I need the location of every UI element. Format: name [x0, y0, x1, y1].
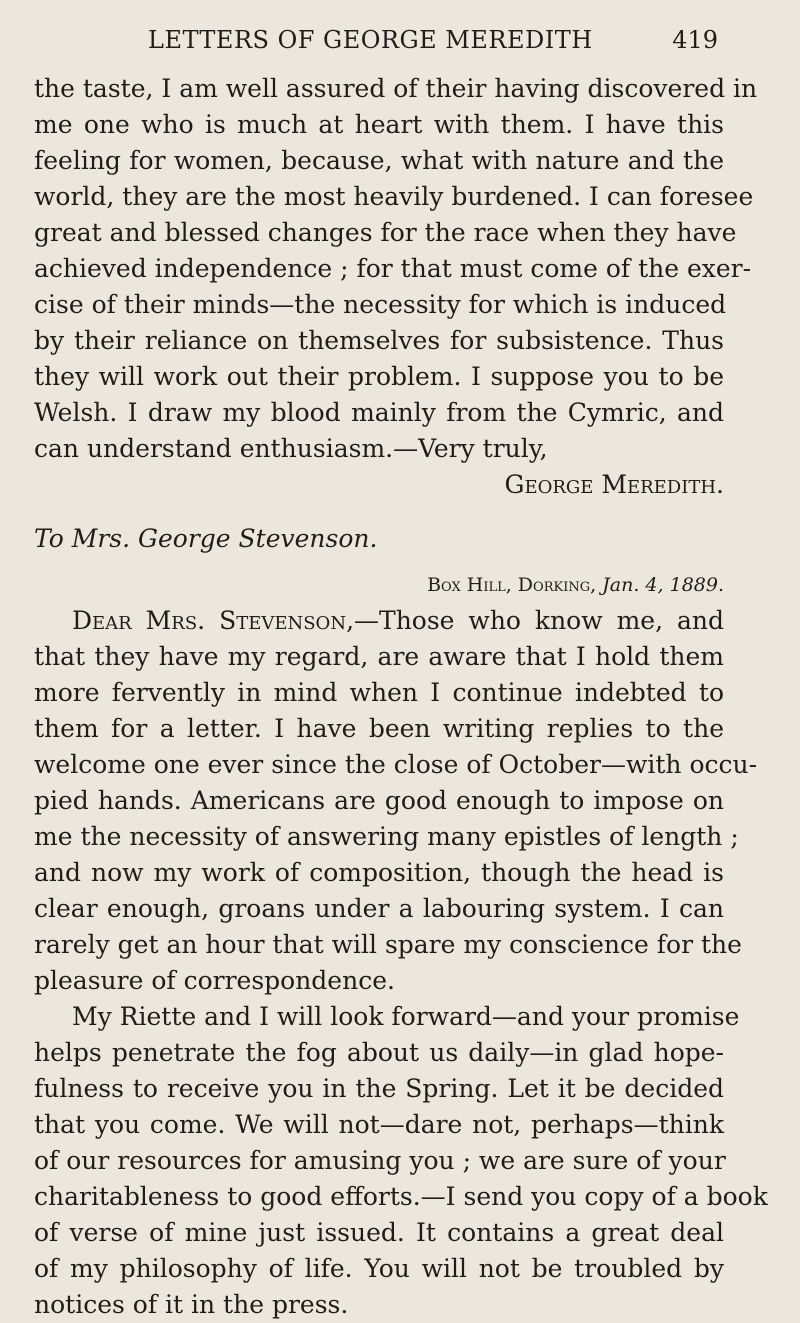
text-line: cise of their minds—the necessity for which is induced	[34, 290, 727, 319]
text-line: that they have my regard, are aware that I hold them	[34, 642, 724, 671]
text-line: notices of it in the press.	[34, 1290, 349, 1319]
text-line: pied hands. Americans are good enough to impose on	[34, 786, 724, 815]
text-line: achieved independence ; for that must come of the exer-	[34, 254, 752, 283]
letter-dateline	[34, 567, 724, 603]
running-title: LETTERS OF GEORGE MEREDITH	[148, 26, 593, 54]
text-line: that you come. We will not—dare not, perhaps—think	[34, 1110, 724, 1139]
text-line: My Riette and I will look forward—and your promise	[72, 1002, 740, 1031]
text-line: helps penetrate the fog about us daily—in glad hope-	[34, 1038, 724, 1067]
text-line: of our resources for amusing you ; we are sure of your	[34, 1146, 726, 1175]
text-line: charitableness to good efforts.—I send you copy of a book	[34, 1182, 768, 1211]
text-line: me the necessity of answering many epistles of length ;	[34, 822, 739, 851]
text-line: by their reliance on themselves for subsistence. Thus	[34, 326, 724, 355]
text-line: feeling for women, because, what with nature and the	[34, 146, 724, 175]
running-header	[148, 26, 718, 66]
text-line: welcome one ever since the close of October—with occu-	[34, 750, 758, 779]
text-line: them for a letter. I have been writing replies to the	[34, 714, 724, 743]
text-line: the taste, I am well assured of their having discovered in	[34, 74, 758, 103]
text-line: rarely get an hour that will spare my conscience for the	[34, 930, 742, 959]
text-line: can understand enthusiasm.—Very truly,	[34, 434, 548, 463]
text-line: pleasure of correspondence.	[34, 966, 395, 995]
text-line: they will work out their problem. I suppose you to be	[34, 362, 724, 391]
text-line: of verse of mine just issued. It contains a great deal	[34, 1218, 724, 1247]
text-line: fulness to receive you in the Spring. Let it be decided	[34, 1074, 724, 1103]
dateline-place: Box Hill, Dorking,	[427, 574, 597, 596]
signature: George Meredith.	[504, 470, 724, 499]
text-line: Welsh. I draw my blood mainly from the Cymric, and	[34, 398, 724, 427]
text-line: clear enough, groans under a labouring system. I can	[34, 894, 724, 923]
dateline-date: Jan. 4, 1889.	[602, 574, 724, 596]
letter-addressee: To Mrs. George Stevenson.	[34, 524, 378, 553]
text-line: me one who is much at heart with them. I have this	[34, 110, 724, 139]
page-number: 419	[672, 26, 718, 54]
text-line: of my philosophy of life. You will not be troubled by	[34, 1254, 724, 1283]
text-line: world, they are the most heavily burdened. I can foresee	[34, 182, 754, 211]
salutation: Dear Mrs. Stevenson,	[72, 606, 355, 635]
text-line: more fervently in mind when I continue indebted to	[34, 678, 724, 707]
text-line: great and blessed changes for the race when they have	[34, 218, 737, 247]
salutation-line	[34, 603, 724, 639]
salutation-continuation: —Those who know me, and	[354, 606, 724, 635]
page-body	[34, 71, 768, 1323]
text-line: and now my work of composition, though the head is	[34, 858, 724, 887]
